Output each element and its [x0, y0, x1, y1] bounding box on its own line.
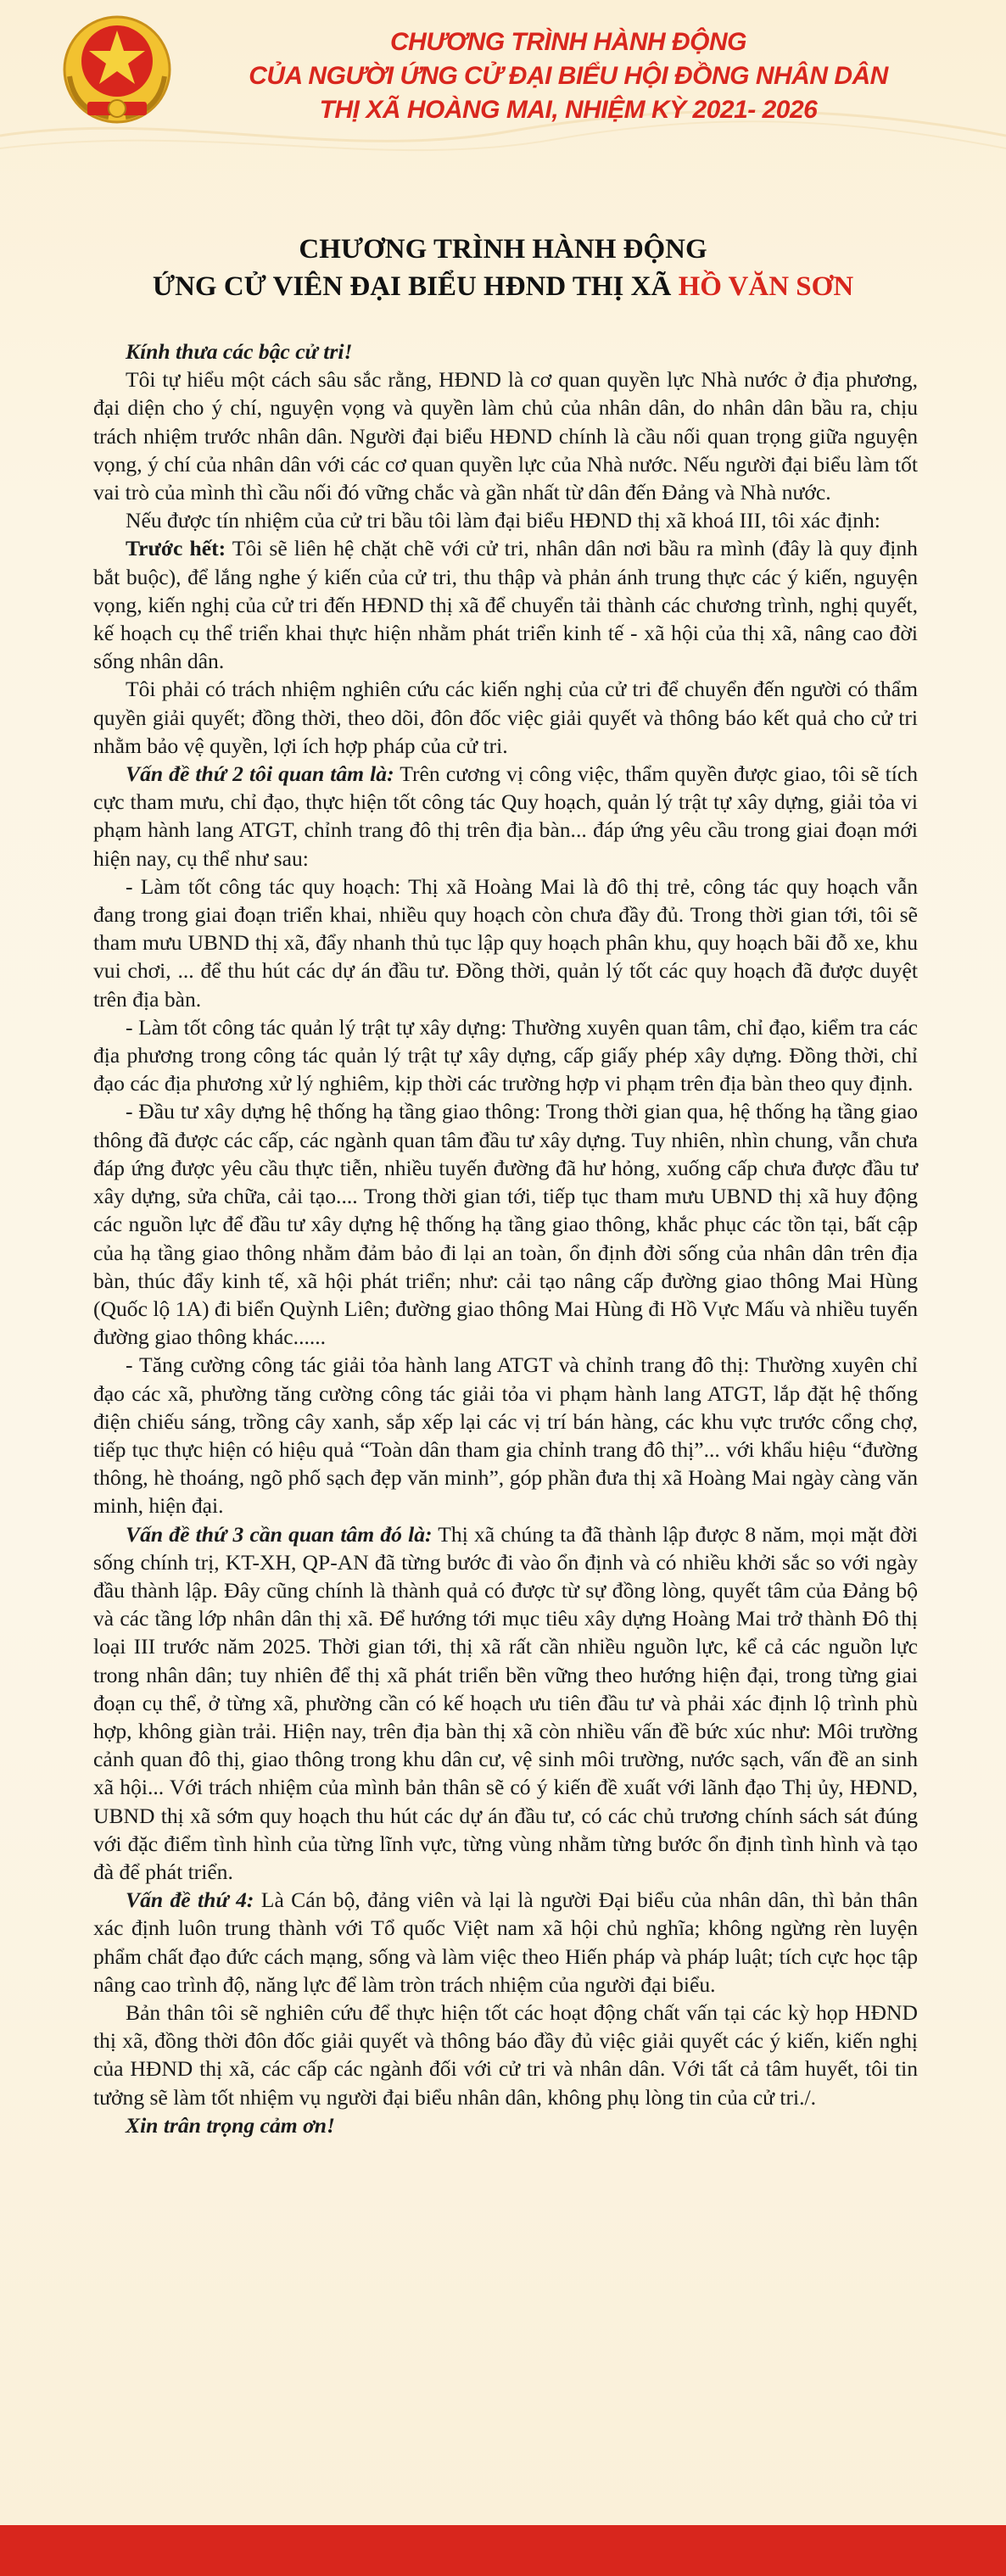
paragraph-1: Tôi tự hiểu một cách sâu sắc rằng, HĐND là cơ quan quyền lực Nhà nước ở địa phương, đại diện cho ý chí, nguyện vọng và quyền làm chủ của nhân dân, do nhân dân bầu ra, chịu trách nhiệm trước nhân dân. Người đại biểu HĐND chính là cầu nối quan trọng giữa nguyện vọng, ý chí của nhân dân với các cơ quan quyền lực của Nhà nước. Nếu người đại biểu làm tốt vai trò của mình thì cầu nối đó vững chắc và gần nhất từ dân đến Đảng và Nhà nước. — [93, 367, 918, 505]
paragraph-6: - Làm tốt công tác quy hoạch: Thị xã Hoàng Mai là đô thị trẻ, công tác quy hoạch vẫn đang trong giai đoạn triển khai, nhiều quy hoạch còn chưa đầy đủ. Trong thời gian tới, tôi sẽ tham mưu UBND thị xã, đẩy nhanh thủ tục lập quy hoạch phân khu, quy hoạch bãi đỗ xe, khu vui chơi, ... để thu hút các dự án đầu tư. Đồng thời, quản lý tốt các quy hoạch đã được duyệt trên địa bàn. — [93, 873, 918, 1012]
document-body — [93, 337, 918, 2139]
paragraph-4: Tôi phải có trách nhiệm nghiên cứu các kiến nghị của cử tri để chuyển đến người có thẩm quyền giải quyết; đồng thời, theo dõi, đôn đốc việc giải quyết và thông báo kết quả cho cử tri nhằm bảo vệ quyền, lợi ích hợp pháp của cử tri. — [93, 677, 918, 758]
title-prefix: ỨNG CỬ VIÊN ĐẠI BIỂU HĐND THỊ XÃ — [152, 271, 679, 302]
paragraph-3-text: Tôi sẽ liên hệ chặt chẽ với cử tri, nhân dân nơi bầu ra mình (đây là quy định bắt buộc), để lắng nghe ý kiến của cử tri, thu thập và phản ánh trung thực các ý kiến, nguyện vọng, kiến nghị của cử tri đến HĐND thị xã để chuyển tải thành các chương trình, nghị quyết, kế hoạch cụ thể triển khai thực hiện nhằm phát triển kinh tế - xã hội của thị xã, nâng cao đời sống nhân dân. — [93, 536, 918, 674]
closing-line: Xin trân trọng cảm ơn! — [126, 2112, 336, 2138]
paragraph-8: - Đầu tư xây dựng hệ thống hạ tầng giao thông: Trong thời gian qua, hệ thống hạ tầng giao thông đã được các cấp, các ngành quan tâm đầu tư xây dựng. Tuy nhiên, nhìn chung, vẫn chưa đáp ứng được yêu cầu thực tiễn, nhiều tuyến đường đã hư hỏng, xuống cấp chưa được đầu tư xây dựng, sửa chữa, cải tạo.... Trong thời gian tới, tiếp tục tham mưu UBND thị xã huy động các nguồn lực để đầu tư xây dựng hệ thống hạ tầng giao thông, khắc phục các tồn tại, bất cập của hạ tầng giao thông nhằm đảm bảo đi lại an toàn, ổn định đời sống của nhân dân trên địa bàn, thúc đẩy kinh tế, xã hội phát triển; như: cải tạo nâng cấp đường giao thông Mai Hùng (Quốc lộ 1A) đi biển Quỳnh Liên; đường giao thông Mai Hùng đi Hồ Vực Mấu và nhiều tuyến đường giao thông khác...... — [93, 1099, 918, 1350]
banner-line-2: CỦA NGƯỜI ỨNG CỬ ĐẠI BIỂU HỘI ĐỒNG NHÂN DÂN — [249, 62, 888, 90]
label-first: Trước hết: — [126, 536, 226, 561]
banner-line-3: THỊ XÃ HOÀNG MAI, NHIỆM KỲ 2021- 2026 — [319, 96, 818, 124]
label-issue-2: Vấn đề thứ 2 tôi quan tâm là: — [126, 761, 394, 787]
paragraph-11 — [93, 1886, 918, 1999]
document-title — [0, 231, 1006, 305]
paragraph-2: Nếu được tín nhiệm của cử tri bầu tôi làm đại biểu HĐND thị xã khoá III, tôi xác định: — [126, 508, 880, 533]
paragraph-9: - Tăng cường công tác giải tỏa hành lang ATGT và chỉnh trang đô thị: Thường xuyên chỉ đạo các xã, phường tăng cường công tác giải tỏa vi phạm hành lang ATGT, lắp đặt hệ thống điện chiếu sáng, trồng cây xanh, sắp xếp lại các vị trí bán hàng, các khu vực trước cổng chợ, tiếp tục thực hiện có hiệu quả “Toàn dân tham gia chỉnh trang đô thị”... với khẩu hiệu “đường thông, hè thoáng, ngõ phố sạch đẹp văn minh”, góp phần đưa thị xã Hoàng Mai ngày càng văn minh, hiện đại. — [93, 1352, 918, 1519]
paragraph-10-text: Thị xã chúng ta đã thành lập được 8 năm, mọi mặt đời sống chính trị, KT-XH, QP-AN đã từng bước đi vào ổn định và có nhiều khởi sắc so với ngày đầu thành lập. Đây cũng chính là thành quả có được từ sự đồng lòng, quyết tâm của Đảng bộ và các tầng lớp nhân dân thị xã. Để hướng tới mục tiêu xây dựng Hoàng Mai trở thành Đô thị loại III trước năm 2025. Thời gian tới, thị xã rất cần nhiều nguồn lực, kể cả các nguồn lực trong nhân dân; tuy nhiên để thị xã phát triển bền vững theo hướng hiện đại, trong từng giai đoạn cụ thể, ở từng xã, phường cần có kế hoạch ưu tiên đầu tư và phải xác định lộ trình phù hợp, không giàn trải. Hiện nay, trên địa bàn thị xã còn nhiều vấn đề bức xúc như: Môi trường cảnh quan đô thị, giao thông trong khu dân cư, vệ sinh môi trường, nước sạch, vấn đề an sinh xã hội... Với trách nhiệm của mình bản thân sẽ có ý kiến đề xuất với lãnh đạo Thị ủy, HĐND, UBND thị xã sớm quy hoạch thu hút các dự án đầu tư, có các chủ trương chính sách sát đúng với đặc điểm tình hình của từng lĩnh vực, từng vùng nhằm từng bước ổn định tình hình và tạo đà để phát triển. — [93, 1521, 918, 1884]
paragraph-5 — [93, 760, 918, 873]
paragraph-3 — [93, 534, 918, 675]
national-emblem-icon — [58, 8, 176, 136]
paragraph-11-text: Là Cán bộ, đảng viên và lại là người Đại biểu của nhân dân, thì bản thân xác định luôn trung thành với Tổ quốc Việt nam xã hội chủ nghĩa; không ngừng rèn luyện phẩm chất đạo đức cách mạng, sống và làm việc theo Hiến pháp và pháp luật; tích cực học tập nâng cao trình độ, năng lực để làm tròn trách nhiệm của người đại biểu. — [93, 1887, 919, 1997]
program-banner — [199, 25, 937, 127]
candidate-name: HỒ VĂN SƠN — [678, 271, 854, 302]
footer-bar — [0, 2525, 1006, 2576]
paragraph-7: - Làm tốt công tác quản lý trật tự xây dựng: Thường xuyên quan tâm, chỉ đạo, kiểm tra các địa phương trong công tác quản lý trật tự xây dựng, cấp giấy phép xây dựng. Đồng thời, chỉ đạo các địa phương xử lý nghiêm, kịp thời các trường hợp vi phạm trên địa bàn theo quy định. — [93, 1014, 918, 1096]
paragraph-5-text: Trên cương vị công việc, thẩm quyền được giao, tôi sẽ tích cực tham mưu, chỉ đạo, thực hiện tốt công tác Quy hoạch, quản lý trật tự xây dựng, giải tỏa vi phạm hành lang ATGT, chỉnh trang đô thị trên địa bàn... đáp ứng yêu cầu trong giai đoạn mới hiện nay, cụ thể như sau: — [93, 761, 918, 871]
paragraph-10 — [93, 1520, 918, 1887]
label-issue-4: Vấn đề thứ 4: — [126, 1887, 254, 1913]
title-line-2 — [0, 268, 1006, 305]
title-line-1: CHƯƠNG TRÌNH HÀNH ĐỘNG — [299, 234, 707, 265]
banner-line-1: CHƯƠNG TRÌNH HÀNH ĐỘNG — [389, 28, 747, 56]
label-issue-3: Vấn đề thứ 3 cần quan tâm đó là: — [126, 1521, 433, 1547]
greeting: Kính thưa các bậc cử tri! — [126, 339, 353, 364]
paragraph-12: Bản thân tôi sẽ nghiên cứu để thực hiện tốt các hoạt động chất vấn tại các kỳ họp HĐND thị xã, đồng thời đôn đốc giải quyết và thông báo đầy đủ việc giải quyết các ý kiến, kiến nghị của HĐND thị xã, các cấp các ngành đối với cử tri và nhân dân. Với tất cả tâm huyết, tôi tin tưởng sẽ làm tốt nhiệm vụ người đại biểu nhân dân, không phụ lòng tin của cử tri./. — [93, 1999, 918, 2110]
